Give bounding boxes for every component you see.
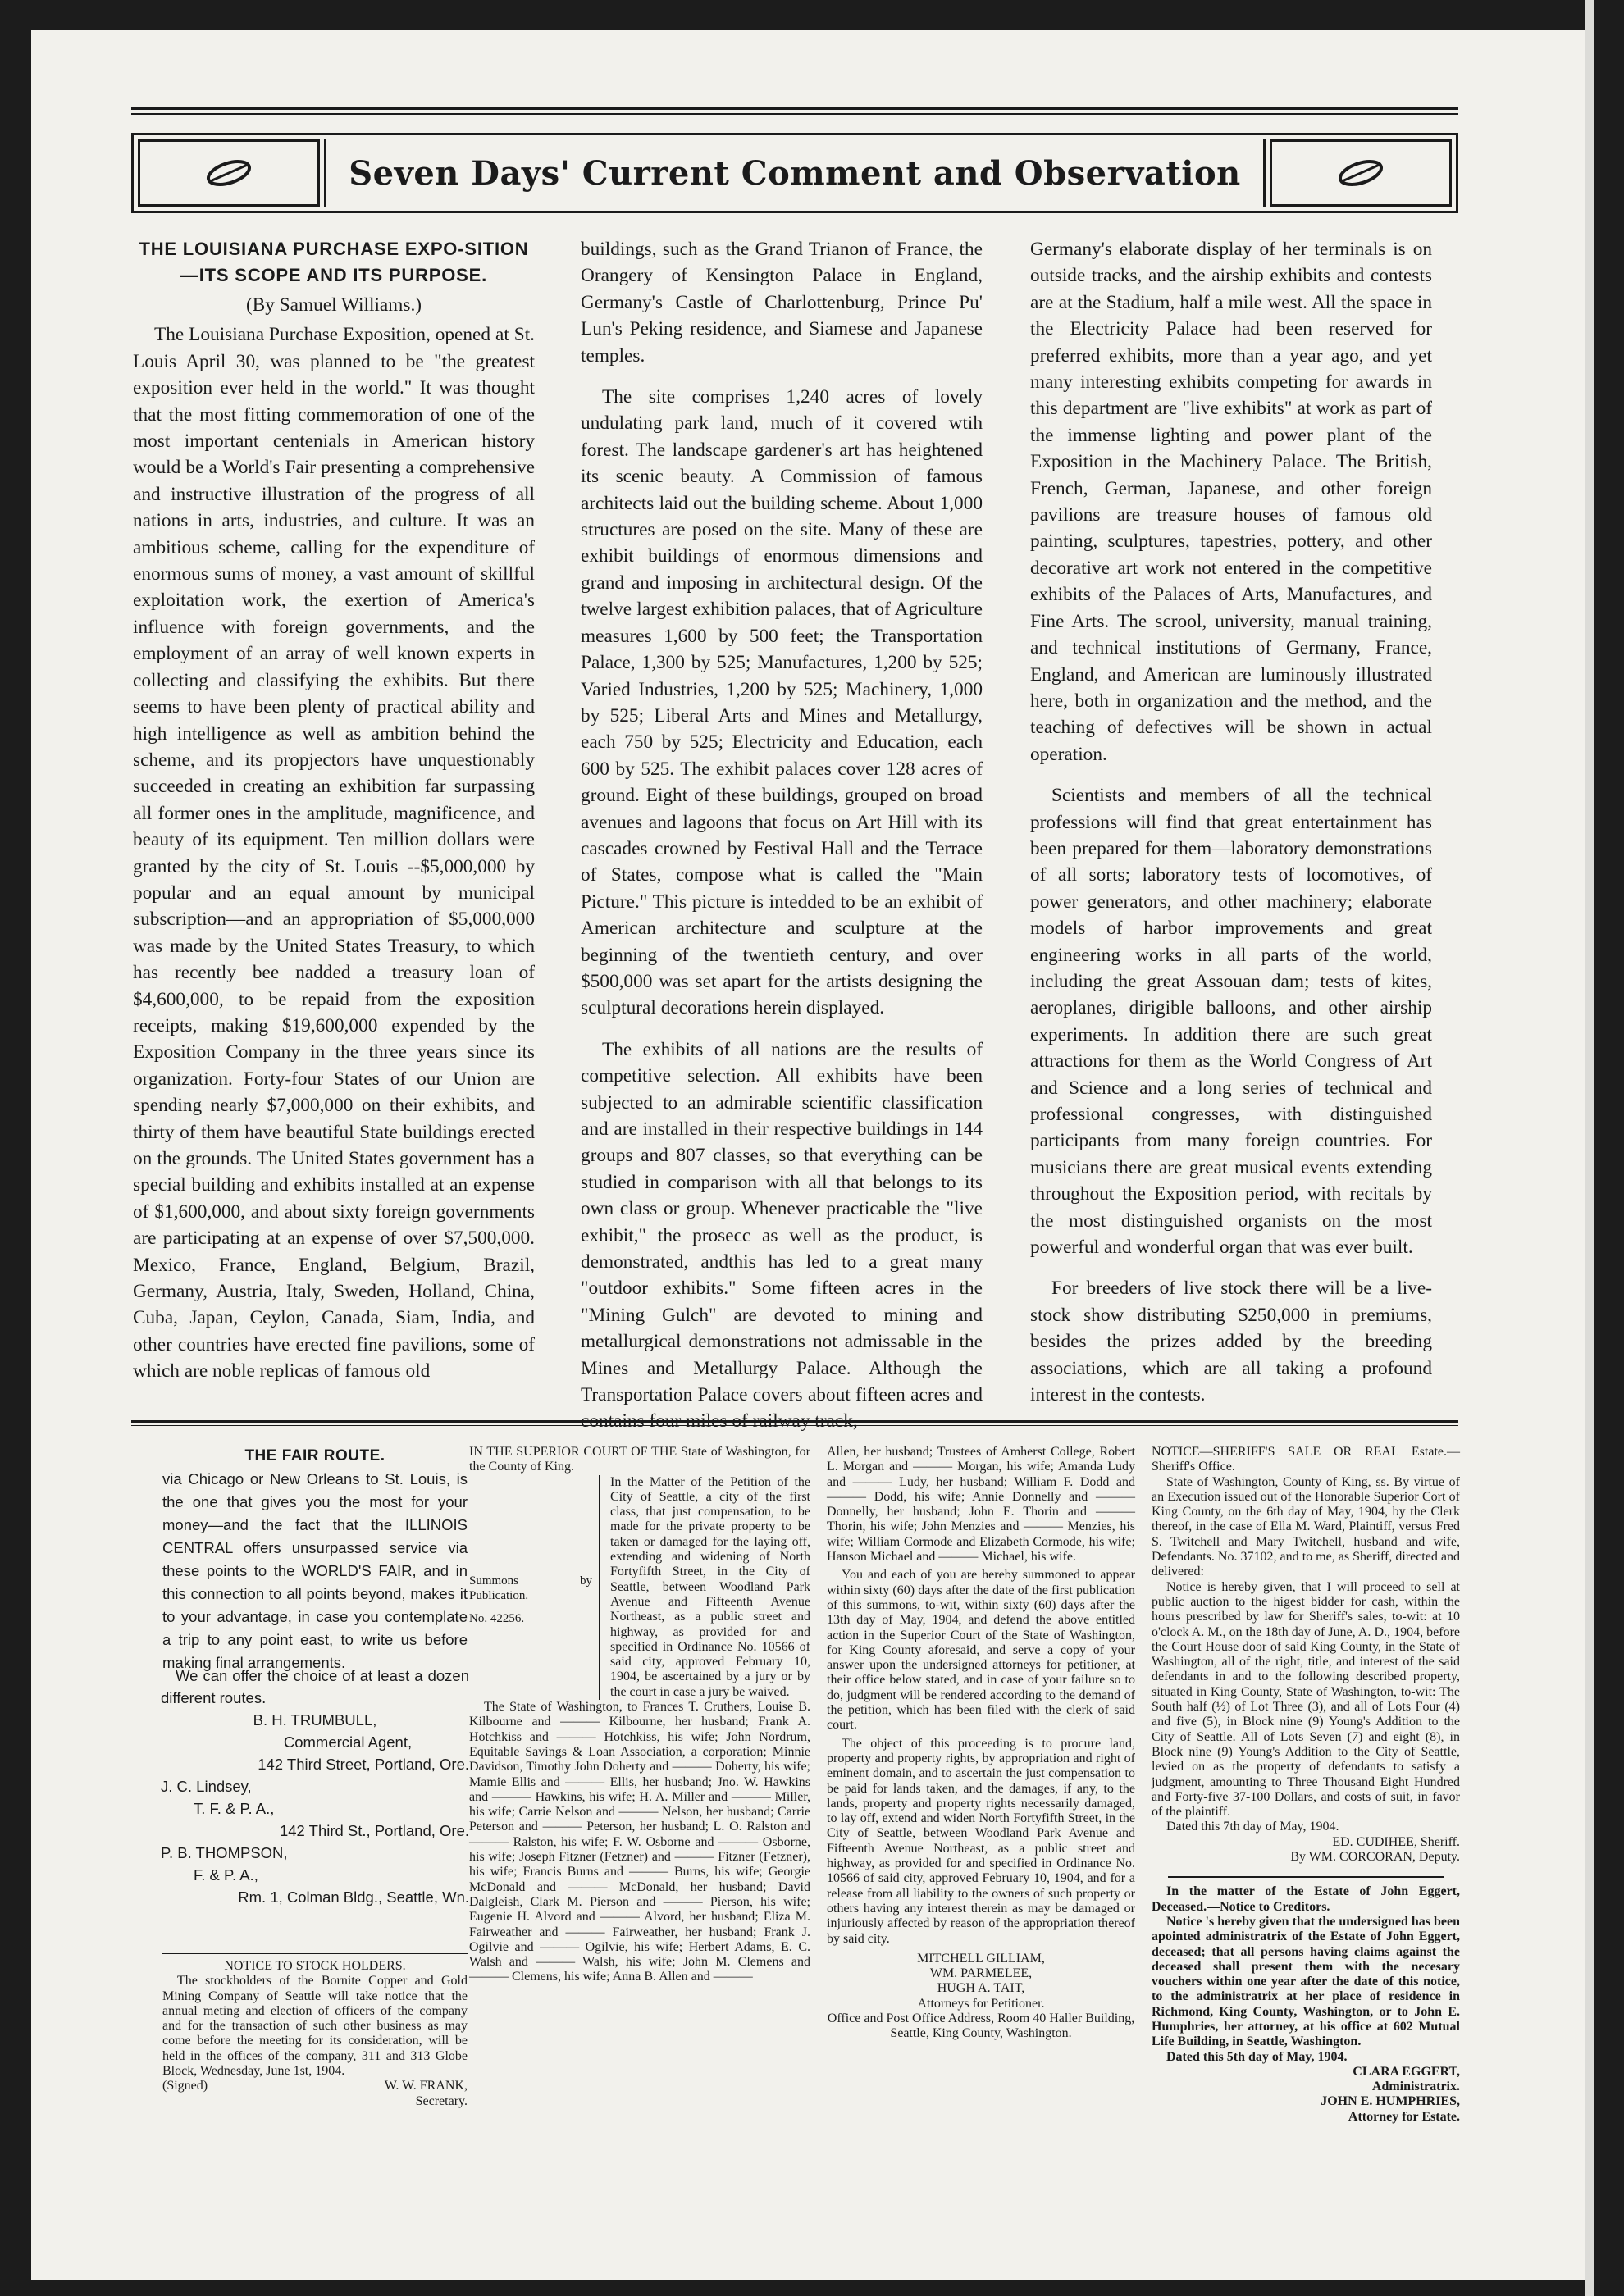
agent-line: 142 Third Street, Portland, Ore. [258, 1756, 469, 1773]
estate-signature: CLARA EGGERT, [1353, 2064, 1460, 2079]
notice-rule [1168, 1876, 1444, 1878]
sheriff-sale-notice [1152, 1445, 1460, 2124]
attorney-line: Attorneys for Petitioner. [917, 1996, 1045, 2011]
stockholders-heading: NOTICE TO STOCK HOLDERS. [224, 1959, 406, 1973]
signer-name: W. W. FRANK, [384, 2079, 468, 2093]
fair-route-agents [161, 1665, 469, 1935]
summons-label: Summons by Publication. [469, 1574, 592, 1602]
attorney-address: Office and Post Office Address, Room 40 Haller Building, Seattle, King County, Washington. [827, 2011, 1135, 2041]
article-paragraph: The exhibits of all nations are the results of competitive selection. All exhibits have been subjected to an admirable scientific classification and are installed in their respective buildings in 144 groups and 807 classes, so that everything can be studied in comparison with all that belongs to its own class or group. Whenever practicable the "live exhibit," the prosecc as well as the product, is demonstrated, andthis has led to a great many "outdoor exhibits." Some fifteen acres in the "Mining Gulch" are devoted to mining and metallurgical demonstrations not admissable in the Mines and Metallurgy Palace. Although the Transportation Palace covers about fifteen acres and contains four miles of railway track, [581, 1038, 983, 1433]
adjacent-page-edge [1585, 0, 1594, 2296]
attorney-line: MITCHELL GILLIAM, [917, 1951, 1045, 1966]
sheriff-body: State of Washington, County of King, ss. By virtue of an Execution issued out of the Honorable Superior Cort of King County, on the 6th day of May, 1904, by the Clerk thereof, in the case of Ella M. Ward, Plaintiff, versus Fred S. Twitchell and Mary Twitchell, husband and wife, Defendants. No. 37102, and to me, as Sheriff, directed and delivered: [1152, 1474, 1460, 1579]
banner-title: Seven Days' Current Comment and Observation [324, 139, 1266, 207]
estate-signature: Attorney for Estate. [1348, 2109, 1460, 2124]
article-paragraph: The Louisiana Purchase Exposition, opened at St. Louis April 30, was planned to be "the greatest exposition ever held in the world." It was thought that the most fitting commemoration of one of the most important centenials in American history would be a World's Fair presenting a comprehensive and instructive illustration of the progress of all nations in arts, industries, and culture. It was an ambitious scheme, calling for the expenditure of enormous sums of money, a vast amount of skillful exploitation work, the exertion of America's influence with foreign governments, and the employment of an array of well known experts in collecting and classifying the exhibits. But there seems to have been plenty of practical ability and high intelligence as well as ambition behind the scheme, and its propjectors have unquestionably succeeded in creating an exhibition far surpassing all former ones in the amplitude, magnificence, and beauty of its equipment. Ten million dollars were granted by the city of St. Louis --$5,000,000 by popular and an equal amount by municipal subscription—and an appropriation of $5,000,000 was made by the United States Treasury, to which has recently bee nadded a treasury loan of $4,600,000, to be repaid from the exposition receipts, making $19,600,000 expended by the Exposition Company in the three years since its organization. Forty-four States of our Union are spending nearly $7,000,000 on their exhibits, and thirty of them have beautiful State buildings erected on the grounds. The United States government has a special building and exhibits installed at an expense of $1,600,000, and about sixty foreign governments are participating at an expense of over $7,500,000. Mexico, France, England, Belgium, Brazil, Germany, Austria, Italy, Sweden, Holland, China, Cuba, Japan, Ceylon, Canada, Siam, India, and other countries have erected fine pavilions, some of which are noble replicas of famous old [133, 324, 535, 1383]
article-paragraph: buildings, such as the Grand Trianon of France, the Orangery of Kensington Palace in England, Germany's Castle of Charlottenburg, Prince Pu' Lun's Peking residence, and Siamese and Japanese temples. [581, 239, 983, 367]
sheriff-signature: ED. CUDIHEE, Sheriff. [1332, 1834, 1460, 1849]
sheriff-dated: Dated this 7th day of May, 1904. [1166, 1820, 1339, 1834]
attorney-line: WM. PARMELEE, [929, 1966, 1033, 1981]
article-paragraph: Scientists and members of all the technical professions will find that great entertainment has been prepared for them—laboratory demonstrations of all sorts; laboratory tests of locomotives, of power generators, and other machinery; elaborate models of harbor improvements and great engineering works in all parts of the world, including the great Assouan dam; tests of kites, aeroplanes, dirigible balloons, and other airship experiments. In addition there are such great attractions for them as the World Congress of Art and Science and a long series of technical and professional congresses, with distinguished participants from many foreign countries. For musicians there are great musical events extending throughout the Exposition period, with recitals by the most distinguished organists on the most powerful and wonderful organ that was ever built. [1030, 785, 1432, 1259]
agent-line: Rm. 1, Colman Bldg., Seattle, Wn. [238, 1888, 469, 1906]
article-byline: (By Samuel Williams.) [245, 294, 422, 316]
agent-line: 142 Third St., Portland, Ore. [279, 1822, 469, 1839]
article-paragraph: For breeders of live stock there will be a live-stock show distributing $250,000 in premiums, besides the prizes added by the breeding associations, which are all taking a profound interest in the contests. [1030, 1278, 1432, 1406]
summons-cont-body: You and each of you are hereby summoned to appear within sixty (60) days after the date of the first publication of this summons, to-wit, within sixty (60) days after the 13th day of May, 1904, and defend the above entitled action in the Superior Court of the State of Washington, for King County aforesaid, and serve a copy of your answer upon the undersigned attorneys for petitioner, at their office below stated, and in case of your failure so to do, judgment will be rendered according to the demand of the petition, which has been filed with the clerk of said court. [827, 1568, 1135, 1733]
top-rule [131, 107, 1458, 115]
signer-role: Secretary. [415, 2093, 468, 2108]
left-ornament [138, 139, 320, 207]
article-paragraph: The site comprises 1,240 acres of lovely undulating park land, much of it covered wtih forest. The landscape gardener's art has heightened its scenic beauty. A Commission of famous architects laid out the building scheme. About 1,000 structures are posed on the site. Many of these are exhibit buildings of enormous dimensions and grand and imposing in architectural design. Of the twelve largest exhibition palaces, that of Agriculture measures 1,600 by 500 feet; the Transportation Palace, 1,300 by 525; Manufactures, 1,200 by 525; Varied Industries, 1,200 by 525; Machinery, 1,000 by 525; Liberal Arts and Mines and Metallurgy, each 750 by 525; Electricity and Education, each 600 by 525. The exhibit palaces cover 128 acres of ground. Eight of these buildings, grouped on broad avenues and lagoons that focus on Art Hill with its cascades crowned by Festival Hall and the Terrace of States, compose what is called the "Main Picture." This picture is intedded to be an exhibit of American architecture and sculpture at the beginning of the twentieth century, and over $500,000 was set apart for the artists designing the sculptural decorations herein displayed. [581, 386, 983, 1019]
fair-route-ad [162, 1445, 468, 1691]
agent-line: P. B. THOMPSON, [161, 1844, 288, 1861]
article-column-2 [581, 236, 983, 1433]
summons-notice [469, 1445, 810, 2134]
leaf-ornament-icon [200, 159, 258, 187]
summons-body: The State of Washington, to Frances T. Cruthers, Louise B. Kilbourne and ——— Kilbourne, her husband; Frank A. Hotchkiss and ——— Hotchkiss, his wife; John Nordrum, Equitable Savings & Loan Association, a corporation; Minnie Davidson, Timothy John Doherty and ——— Doherty, his wife; Mamie Ellis and ——— Ellis, her husband; Jno. W. Hawkins and ——— Hawkins, his wife; H. A. Miller and ——— Miller, his wife; Carrie Nelson and ——— Nelson, her husband; Carrie Peterson and ——— Peterson, her husband; L. O. Ralston and ——— Ralston, his wife; F. W. Osborne and ——— Osborne, his wife; Joseph Fitzner (Fetzner) and ——— Fitzner (Fetzner), his wife; Francis Burns and ——— Burns, his wife; Georgie McDonald and ——— McDonald, her husband; David Dalgleish, Clark M. Pierson and ——— Pierson, his wife; Eugenie H. Alvord and ——— Alvord, her husband; Eliza M. Fairweather and ——— Fairweather, her husband; Frank J. Ogilvie and ——— Ogilvie, his wife; Herbert Adams, E. C. Walsh and ——— Walsh, his wife; John M. Clemens and ——— Clemens, his wife; Anna B. Allen and ——— [469, 1700, 810, 1984]
estate-body: Notice 's hereby given that the undersigned has been apointed administratrix of the Estate of John Eggert, deceased; that all persons having claims against the deceased shall present them with the necesary vouchers within one year after the date of this notice, to the administratrix at her place of residence in Richmond, King County, Washington, or to John E. Humphries, her attorney, at his office at 602 Mutual Life Building, in Seattle, Washington. [1152, 1914, 1460, 2049]
deputy-signature: By WM. CORCORAN, Deputy. [1290, 1850, 1460, 1865]
stockholders-signed [162, 2079, 468, 2093]
section-rule [131, 1420, 1458, 1426]
fair-route-body: via Chicago or New Orleans to St. Louis, is the one that gives you the most for your money—and the fact that the ILLINOIS CENTRAL offers unsurpassed service via these points to the WORLD'S FAIR, and in this connection to all points beyond, makes it to your advantage, in case you contemplate a trip to any point east, to write us before making final arrangements. [162, 1470, 468, 1671]
article-column-3 [1030, 236, 1432, 1406]
summons-heading: IN THE SUPERIOR COURT OF THE State of Washington, for the County of King. [469, 1445, 810, 1474]
section-banner [131, 133, 1458, 213]
stockholders-body: The stockholders of the Bornite Copper and Gold Mining Company of Seattle will take notice that the annual meting and election of officers of the company and for the transaction of such other business as may come before the meeting for its consideration, will be held in the offices of the company, 311 and 313 Globe Block, Wednesday, June 1st, 1904. [162, 1974, 468, 2079]
summons-caption [469, 1475, 810, 1700]
article-title: THE LOUISIANA PURCHASE EXPO-SITION—ITS SCOPE AND ITS PURPOSE. [139, 239, 529, 285]
summons-number: No. 42256. [469, 1611, 525, 1625]
agent-line: Commercial Agent, [283, 1733, 413, 1751]
stockholders-notice [162, 1945, 468, 2109]
sheriff-body: Notice is hereby given, that I will proceed to sell at public auction to the higest bidder for cash, within the hours prescribed by law for Sheriff's sales, to-wit: at 10 o'clock A. M., on the 18th day of June, A. D., 1904, before the Court House door of said King County, in the State of Washington, all of the right, title, and interest of the said defendants in and to the following described property, situated in King County, State of Washington, to-wit: The South half (½) of Lot Three (3), and all of Lots Four (4) and five (5), in Block nine (9) Young's Addition to the City of Seattle. All of Lots Seven (7) and eight (8), in Block nine (9) Young's Addition to the City of Seattle, levied on as the property of defendants to satisfy a judgment, amounting to Three Thousand Eight Hundred and Forty-five 37-100 Dollars, and costs of suit, in favor of the plaintiff. [1152, 1579, 1460, 1820]
article-paragraph: Germany's elaborate display of her terminals is on outside tracks, and the airship exhibits and contests are at the Stadium, half a mile west. All the space in the Electricity Palace had been reserved for preferred exhibits, more than a year ago, and yet many interesting exhibits competing for awards in this department are "live exhibits" at work as part of the immense lighting and power plant of the Exposition in the Machinery Palace. The British, French, German, Japanese, and other foreign pavilions are treasure houses of famous old painting, sculptures, tapestries, pottery, and other decorative art work not entered in the competitive exhibits of the Palaces of Arts, Manufactures, and Fine Arts. The scrool, university, manual training, and technical institutions of Germany, France, England, and American are luminously illustrated here, both in organization and the method, and the teaching of defectives will be shown in actual operation. [1030, 239, 1432, 765]
notice-rule [162, 1953, 468, 1954]
article-column-1 [133, 236, 535, 1392]
signed-label: (Signed) [162, 2079, 208, 2093]
agent-line: F. & P. A., [194, 1866, 258, 1884]
agent-line: J. C. Lindsey, [161, 1778, 252, 1795]
estate-signature: Administratrix. [1371, 2080, 1460, 2094]
estate-heading: In the matter of the Estate of John Eggert, Deceased.—Notice to Creditors. [1152, 1884, 1460, 1914]
summons-continued [827, 1445, 1135, 2068]
right-ornament [1270, 139, 1452, 207]
fair-route-offer: We can offer the choice of at least a dozen different routes. [161, 1667, 469, 1706]
sheriff-heading: NOTICE—SHERIFF'S SALE OR REAL Estate.—Sheriff's Office. [1152, 1445, 1460, 1474]
summons-cont-body: The object of this proceeding is to procure land, property and property rights, by appropriation and right of eminent domain, and to ascertain the just compensation to be paid for lands taken, and the damages, if any, to the lands, property and property rights necessarily damaged, to lay off, extend and widen North Fortyfifth Street, in the City of Seattle, between Woodland Park Avenue and Fifteenth Avenue Northeast, as a public street and highway, as provided for and specified in Ordinance No. 10566 of said city, approved February 10, 1904, and for a release from all liability to the owners of such property or others having any interest therein as may be damaged or injuriously affected by reason of the appropriation thereof by said city. [827, 1736, 1135, 1946]
fair-route-heading: THE FAIR ROUTE. [244, 1447, 385, 1465]
agent-line: B. H. TRUMBULL, [253, 1711, 377, 1729]
estate-signature: JOHN E. HUMPHRIES, [1321, 2094, 1460, 2109]
attorney-line: HUGH A. TAIT, [937, 1981, 1025, 1996]
summons-matter-text: In the Matter of the Petition of the City of Seattle, a city of the first class, that just compensation, to be made for the private property to be taken or damaged for the laying off, extending and widening of North Fortyfifth Street, in the City of Seattle, between Woodland Park Avenue and Fifteenth Avenue Northeast, as a public street and highway, as provided for and specified in Ordinance No. 10566 of said city, approved February 10, 1904, be ascertained by a jury or by the court in case a jury be waived. [610, 1474, 810, 1699]
estate-dated: Dated this 5th day of May, 1904. [1166, 2049, 1348, 2064]
summons-side-labels [469, 1475, 592, 1700]
leaf-ornament-icon [1332, 159, 1389, 187]
agent-line: T. F. & P. A., [194, 1800, 275, 1817]
summons-cont-body: Allen, her husband; Trustees of Amherst College, Robert L. Morgan and ——— Morgan, his wife; Amanda Ludy and ——— Ludy, her husband; William F. Dodd and ——— Dodd, his wife; Annie Donnelly and ——— Donnelly, her husband; John E. Thorin and ——— Thorin, his wife; John Menzies and ——— Menzies, his wife; William Cormode and Elizabeth Cormode, his wife; Hanson Michael and ——— Michael, his wife. [827, 1445, 1135, 1565]
summons-matter [599, 1475, 810, 1700]
